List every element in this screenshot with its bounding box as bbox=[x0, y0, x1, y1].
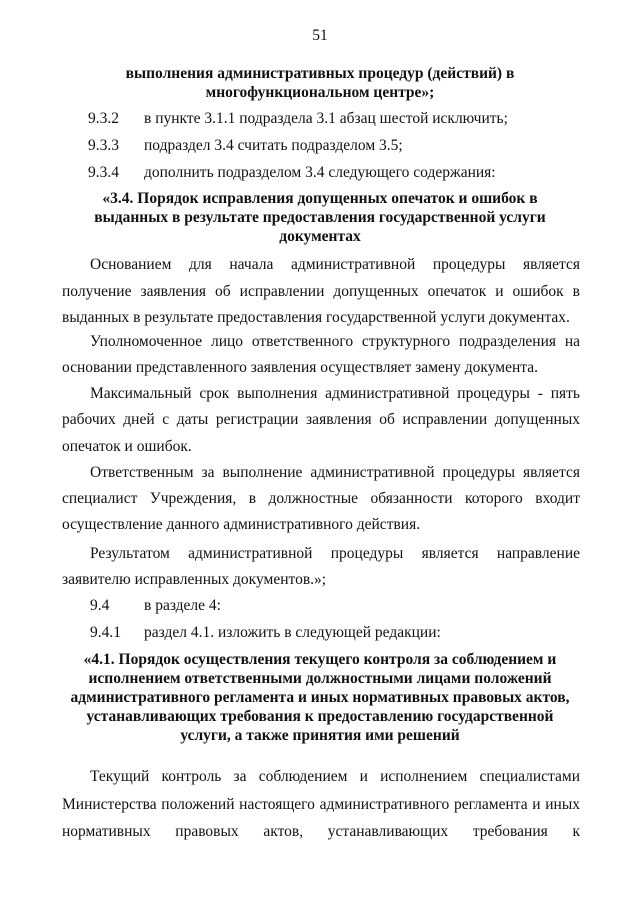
section-3-4-title-line-1: «3.4. Порядок исправления допущенных опечаток и ошибок в bbox=[102, 190, 538, 207]
paragraph-3-line-3: опечаток и ошибок. bbox=[62, 438, 192, 455]
item-9-3-2-number: 9.3.2 bbox=[88, 110, 119, 127]
paragraph-3-line-2: рабочих дней с даты регистрации заявления об исправлении допущенных bbox=[62, 411, 580, 428]
item-9-4-1-text: раздел 4.1. изложить в следующей редакции: bbox=[144, 624, 441, 641]
section-3-4-title-line-2: выданных в результате предоставления государственной услуги bbox=[94, 209, 546, 226]
item-9-3-3-text: подраздел 3.4 считать подразделом 3.5; bbox=[144, 137, 403, 154]
paragraph-3-line-1: Максимальный срок выполнения административной процедуры - пять bbox=[90, 385, 580, 402]
item-9-3-3-number: 9.3.3 bbox=[88, 137, 119, 154]
paragraph-4-line-1: Ответственным за выполнение административной процедуры является bbox=[90, 464, 580, 481]
paragraph-5-line-1: Результатом административной процедуры является направление bbox=[90, 545, 580, 562]
paragraph-2-line-1: Уполномоченное лицо ответственного структурного подразделения на bbox=[90, 333, 580, 350]
paragraph-6-line-2: Министерства положений настоящего административного регламента и иных bbox=[62, 796, 580, 813]
heading-continuation-line-2: многофункциональном центре»; bbox=[205, 84, 435, 101]
section-3-4-title-line-3: документах bbox=[279, 228, 361, 245]
item-9-3-4-text: дополнить подразделом 3.4 следующего содержания: bbox=[144, 164, 496, 181]
section-4-1-title-line-4: устанавливающих требования к предоставлению государственной bbox=[86, 708, 554, 725]
paragraph-4-line-2: специалист Учреждения, в должностные обязанности которого входит bbox=[62, 490, 580, 507]
paragraph-1-line-3: выданных в результате предоставления государственной услуги документах. bbox=[62, 309, 570, 326]
paragraph-6-line-1: Текущий контроль за соблюдением и исполнением специалистами bbox=[90, 768, 580, 785]
item-9-4-1-number: 9.4.1 bbox=[90, 624, 121, 641]
section-4-1-title-line-3: административного регламента и иных нормативных правовых актов, bbox=[70, 689, 570, 706]
item-9-3-4-number: 9.3.4 bbox=[88, 164, 119, 181]
paragraph-5-line-2: заявителю исправленных документов.»; bbox=[62, 571, 327, 588]
paragraph-6-line-3: нормативных правовых актов, устанавливающих требования к bbox=[62, 823, 580, 840]
item-9-4-text: в разделе 4: bbox=[144, 597, 221, 614]
section-4-1-title-line-1: «4.1. Порядок осуществления текущего контроля за соблюдением и bbox=[83, 651, 557, 668]
item-9-3-2-text: в пункте 3.1.1 подраздела 3.1 абзац шестой исключить; bbox=[144, 110, 508, 127]
section-4-1-title-line-2: исполнением ответственными должностными лицами положений bbox=[88, 670, 552, 687]
paragraph-2-line-2: основании представленного заявления осуществляет замену документа. bbox=[62, 359, 538, 376]
heading-continuation-line-1: выполнения административных процедур (действий) в bbox=[125, 65, 515, 82]
paragraph-4-line-3: осуществление данного административного действия. bbox=[62, 516, 421, 533]
item-9-4-number: 9.4 bbox=[90, 597, 110, 614]
paragraph-1-line-1: Основанием для начала административной процедуры является bbox=[90, 256, 580, 273]
section-4-1-title-line-5: услуги, а также принятия ими решений bbox=[180, 727, 460, 744]
page-number: 51 bbox=[312, 27, 328, 44]
paragraph-1-line-2: получение заявления об исправлении допущенных опечаток и ошибок в bbox=[62, 283, 580, 300]
